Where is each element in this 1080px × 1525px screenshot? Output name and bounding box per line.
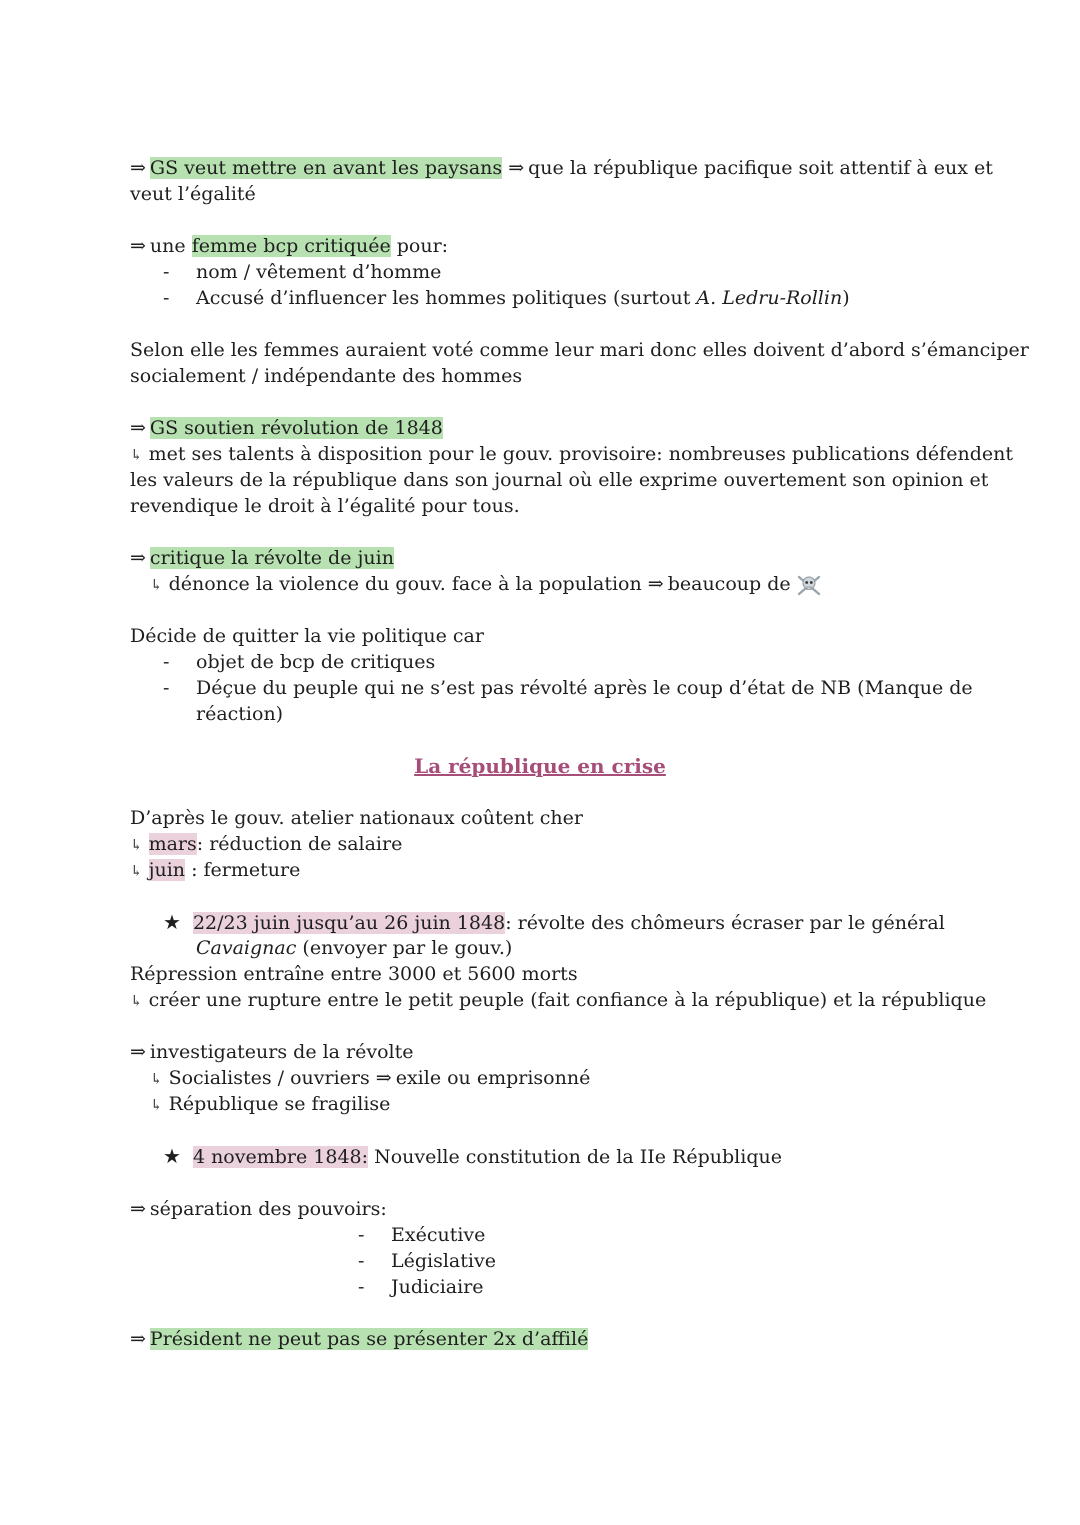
highlight-femme-critiquee: femme bcp critiquée <box>191 235 391 257</box>
list-item: - Déçue du peuple qui ne s’est pas révolté après le coup d’état de NB (Manque de <box>163 677 973 699</box>
paragraph-line: Selon elle les femmes auraient voté comme leur mari donc elles doivent d’abord s’émanciper <box>130 339 1029 361</box>
paragraph-line: Décide de quitter la vie politique car <box>130 625 484 647</box>
paragraph-line: socialement / indépendante des hommes <box>130 365 523 387</box>
revolution-1848-line: ⇒ GS soutien révolution de 1848 <box>130 417 443 439</box>
highlight-revolution-1848: GS soutien révolution de 1848 <box>149 417 443 439</box>
hook-arrow-icon: ↳ <box>150 1096 163 1114</box>
femme-critiquee-line: ⇒ une femme bcp critiquée pour: <box>130 235 449 257</box>
gs-paysans-line: ⇒ GS veut mettre en avant les paysans ⇒ que la république pacifique soit attentif à eux et <box>130 157 993 179</box>
star-icon: ★ <box>163 910 181 934</box>
separation-pouvoirs-line: ⇒ séparation des pouvoirs: <box>130 1198 387 1220</box>
list-item: - objet de bcp de critiques <box>163 651 436 673</box>
sub-line: ↳ Socialistes / ouvriers ⇒ exile ou emprisonné <box>150 1065 590 1092</box>
highlight-date-juin: 22/23 juin jusqu’au 26 juin 1848 <box>192 912 506 934</box>
paragraph-line: revendique le droit à l’égalité pour tous. <box>130 495 520 517</box>
list-item-continuation: réaction) <box>196 703 284 725</box>
sub-line: ↳ dénonce la violence du gouv. face à la population ⇒ beaucoup de <box>150 571 821 598</box>
paragraph-line: Répression entraîne entre 3000 et 5600 morts <box>130 963 578 985</box>
list-item: - Accusé d’influencer les hommes politiques (surtout A. Ledru-Rollin) <box>163 287 850 309</box>
hook-arrow-icon: ↳ <box>150 1070 163 1088</box>
highlight-mars: mars <box>148 833 197 855</box>
star-item: ★ 22/23 juin jusqu’au 26 juin 1848: révolte des chômeurs écraser par le général <box>163 910 945 934</box>
sub-line: ↳ juin : fermeture <box>130 857 300 884</box>
list-item: - Exécutive <box>358 1224 486 1246</box>
list-item: - Judiciaire <box>358 1276 484 1298</box>
list-item: - nom / vêtement d’homme <box>163 261 442 283</box>
hook-arrow-icon: ↳ <box>130 862 143 880</box>
skull-crossbones-icon <box>797 574 821 596</box>
highlight-date-novembre: 4 novembre 1848: <box>192 1146 369 1168</box>
highlight-revolte-juin: critique la révolte de juin <box>149 547 394 569</box>
sub-line: ↳ mars: réduction de salaire <box>130 831 402 858</box>
list-item: - Législative <box>358 1250 496 1272</box>
hook-arrow-icon: ↳ <box>130 836 143 854</box>
hook-arrow-icon: ↳ <box>150 576 163 594</box>
highlight-juin: juin <box>148 859 186 881</box>
highlight-president: Président ne peut pas se présenter 2x d’affilé <box>149 1328 589 1350</box>
hook-arrow-icon: ↳ <box>130 446 143 464</box>
star-icon: ★ <box>163 1144 181 1168</box>
paragraph-line: D’après le gouv. atelier nationaux coûtent cher <box>130 807 583 829</box>
highlight-gs-paysans: GS veut mettre en avant les paysans <box>149 157 503 179</box>
paragraph-line: les valeurs de la république dans son journal où elle exprime ouvertement son opinion et <box>130 469 989 491</box>
investigateurs-line: ⇒ investigateurs de la révolte <box>130 1041 414 1063</box>
star-item-continuation: Cavaignac (envoyer par le gouv.) <box>196 937 513 959</box>
president-line: ⇒ Président ne peut pas se présenter 2x d’affilé <box>130 1328 589 1350</box>
sub-line: ↳ créer une rupture entre le petit peuple (fait confiance à la république) et la république <box>130 987 986 1014</box>
sub-line: ↳ République se fragilise <box>150 1091 390 1118</box>
hook-arrow-icon: ↳ <box>130 992 143 1010</box>
section-title: La république en crise <box>414 754 666 778</box>
star-item: ★ 4 novembre 1848: Nouvelle constitution de la IIe République <box>163 1144 782 1168</box>
revolte-juin-line: ⇒ critique la révolte de juin <box>130 547 394 569</box>
paragraph-line: ↳ met ses talents à disposition pour le gouv. provisoire: nombreuses publications défendent <box>130 441 1013 468</box>
gs-egalite-line: veut l’égalité <box>130 183 256 205</box>
